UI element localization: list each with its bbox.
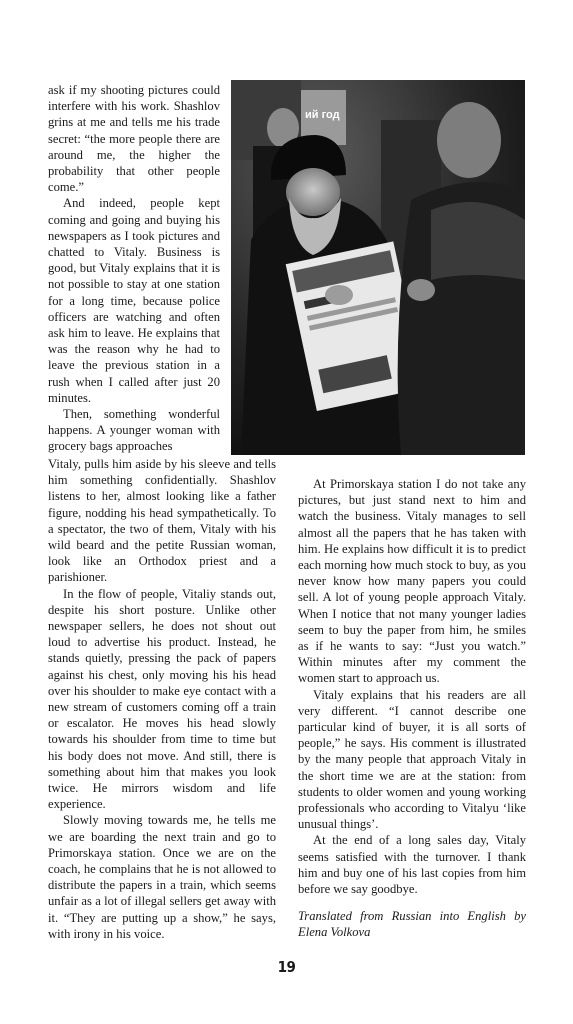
sign-text: ий год <box>305 109 340 121</box>
paragraph: At the end of a long sales day, Vitaly seems satisfied with the turnover. I thank him and buy one of his last copies from him before we say goodbye. <box>298 833 526 897</box>
paragraph: And indeed, people kept coming and going and buying his newspapers as I took pictures and chatted to Vitaly. Business is good, but Vitaly explains that it is not possible to stay at one station for a long time, because police officers are watching and often ask him to leave. He explains that was the reason why he had to leave the previous station in a rush when I called after just 20 minutes. <box>48 196 220 405</box>
right-column <box>298 476 526 941</box>
newspaper-seller-photo <box>231 80 525 455</box>
paragraph: Then, something wonderful happens. A younger woman with grocery bags approaches <box>48 407 220 454</box>
paragraph: Vitaly explains that his readers are all very different. “I cannot describe one particular kind of buyer, it is all sorts of people,” he says. His comment is illustrated by the many people that approach Vitaly in the short time we are at the station: from students to older women and young working professionals who according to Vitalyu ‘like unusual things’. <box>298 687 526 832</box>
paragraph: In the flow of people, Vitaliy stands out, despite his short posture. Unlike other newspaper sellers, he does not shout out loud to advertise his product. Instead, he stands quietly, pressing the pack of papers against his chest, only moving his his head over his shoulder to make eye contact with a new stream of customers coming off a train or escalator. He moves his head slowly towards his shoulder from time to time but his body does not move. And still, there is something about him that makes you look twice. He mirrors wisdom and life experience. <box>48 586 276 812</box>
paragraph: At Primorskaya station I do not take any pictures, but just stand next to him and watch the business. Vitaly manages to sell almost all the papers that he has taken with him. He explains how difficult it is to predict each morning how much stock to buy, as you never know how many papers you could sell. A lot of young people approach Vitaly. When I notice that not many younger ladies seem to buy the paper from him, he smiles as if he wants to say: “Just you watch.” Within minutes after my comment the women start to approach us. <box>298 477 526 686</box>
page-number: 19 <box>277 958 296 976</box>
left-column-top <box>48 82 220 455</box>
paragraph: Slowly moving towards me, he tells me we are boarding the next train and go to Primorskaya station. Once we are on the coach, he complains that he is not allowed to distribute the papers in a train, which seems unfair as a lot of illegal sellers get away with it. “They are putting up a show,” he says, with irony in his voice. <box>48 813 276 941</box>
paragraph: Vitaly, pulls him aside by his sleeve and tells him something confidentially. Shashlov listens to her, almost looking like a father figure, nodding his head sympathetically. To a spectator, the two of them, Vitaly with his wild beard and the petite Russian woman, look like an Orthodox priest and a parishioner. <box>48 457 276 585</box>
left-column-bottom <box>48 456 276 942</box>
translation-credit: Translated from Russian into English by Elena Volkova <box>298 909 526 940</box>
paragraph: ask if my shooting pictures could interfere with his work. Shashlov grins at me and tells me his trade secret: “the more people there are around me, the higher the probability that other people come.” <box>48 83 220 195</box>
photo-newspaper-seller-icon <box>231 80 525 455</box>
